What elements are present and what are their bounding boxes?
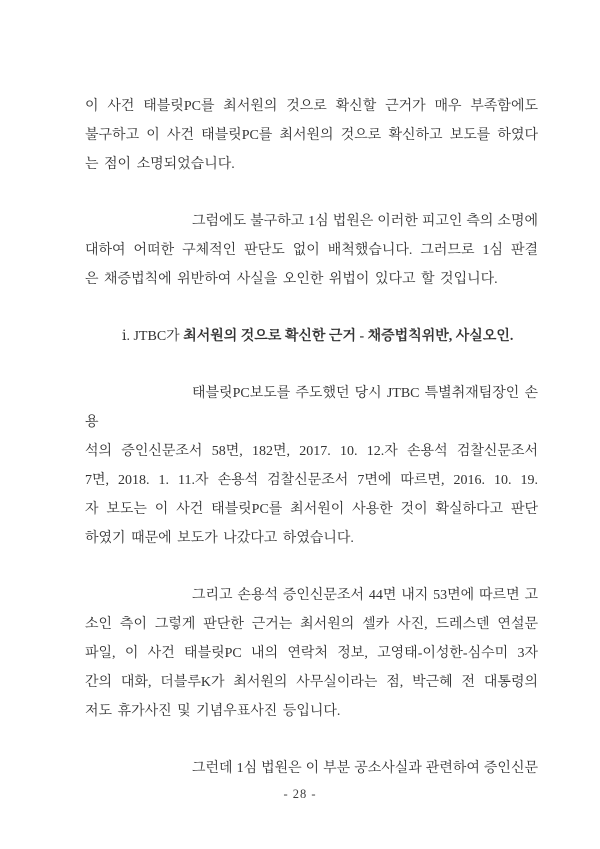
text-line: 은 채증법칙에 위반하여 사실을 오인한 위법이 있다고 할 것입니다.	[85, 272, 498, 287]
section-heading	[85, 322, 538, 351]
text-line: 는 점이 소명되었습니다.	[85, 157, 235, 172]
text-line: 파일, 이 사건 태블릿PC 내의 연락처 정보, 고영태-이성한-심수미 3자	[85, 646, 538, 661]
text-line: 7면, 2018. 1. 11.자 손용석 검찰신문조서 7면에 따르면, 2016. 10. 19.	[85, 473, 538, 488]
paragraph	[85, 207, 538, 294]
text-line: 하였기 때문에 보도가 나갔다고 하였습니다.	[85, 531, 354, 546]
text-line: 소인 측이 그렇게 판단한 근거는 최서원의 셀카 사진, 드레스덴 연설문	[85, 617, 538, 632]
text-line: 그리고 손용석 증인신문조서 44면 내지 53면에 따르면 고	[192, 588, 538, 603]
heading-number: ⅰ. JTBC가	[122, 329, 184, 344]
page-number: - 28 -	[283, 787, 317, 801]
paragraph	[85, 92, 538, 179]
text-line: 석의 증인신문조서 58면, 182면, 2017. 10. 12.자 손용석 검찰신문조서	[85, 444, 538, 459]
text-line: 태블릿PC보도를 주도했던 당시 JTBC 특별취재팀장인 손용	[85, 386, 538, 430]
paragraph	[85, 379, 538, 553]
paragraph	[85, 581, 538, 726]
text-line: 자 보도는 이 사건 태블릿PC를 최서원이 사용한 것이 확실하다고 판단	[85, 502, 538, 517]
heading-bold-text: 최서원의 것으로 확신한 근거 - 채증법칙위반, 사실오인.	[183, 329, 514, 344]
text-line: 불구하고 이 사건 태블릿PC를 최서원의 것으로 확신하고 보도를 하였다	[85, 128, 538, 143]
paragraph	[85, 754, 538, 783]
text-line: 저도 휴가사진 및 기념우표사진 등입니다.	[85, 704, 341, 719]
document-body	[85, 92, 538, 783]
text-line: 이 사건 태블릿PC를 최서원의 것으로 확신할 근거가 매우 부족함에도	[85, 99, 538, 114]
text-line: 간의 대화, 더블루K가 최서원의 사무실이라는 점, 박근혜 전 대통령의	[85, 675, 538, 690]
text-line: 그런데 1심 법원은 이 부분 공소사실과 관련하여 증인신문	[192, 761, 538, 776]
text-line: 그럼에도 불구하고 1심 법원은 이러한 피고인 측의 소명에	[192, 214, 538, 229]
text-line: 대하여 어떠한 구체적인 판단도 없이 배척했습니다. 그러므로 1심 판결	[85, 243, 538, 258]
